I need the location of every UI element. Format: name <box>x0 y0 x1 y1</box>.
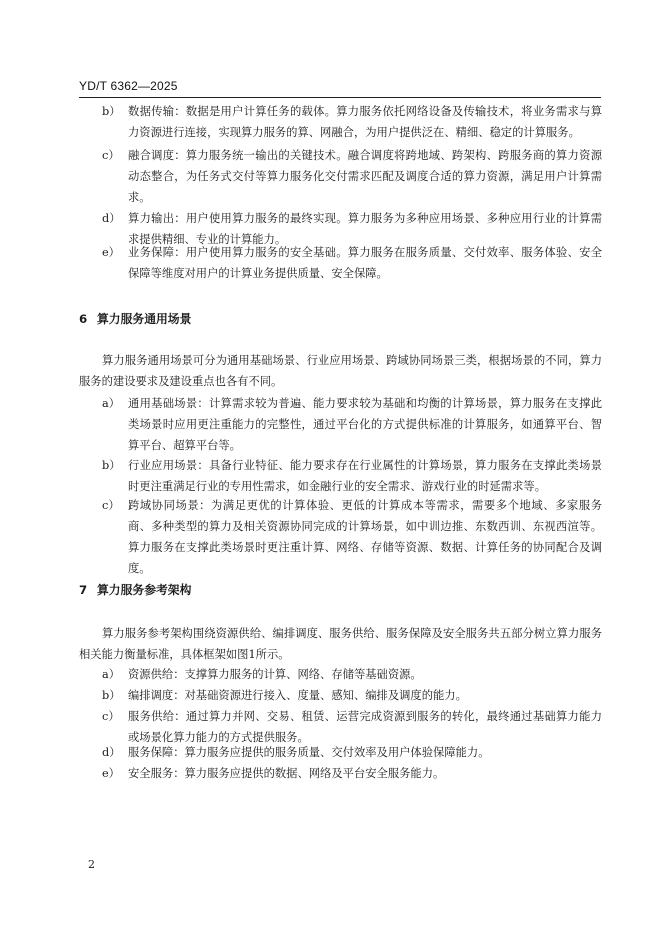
list-marker: e） <box>102 246 120 259</box>
list-item <box>102 393 602 456</box>
list-item-text: 服务供给：通过算力并网、交易、租赁、运营完成资源到服务的转化，最终通过基础算力能力或场景化算力能力的方式提供服务。 <box>128 710 602 744</box>
header-rule <box>79 97 601 98</box>
section-6-intro: 算力服务通用场景可分为通用基础场景、行业应用场景、跨域协同场景三类，根据场景的不同，算力服务的建设要求及建设重点也各有不同。 <box>79 354 602 388</box>
list-marker: e） <box>102 767 120 780</box>
section-title: 算力服务通用场景 <box>97 312 192 326</box>
list-marker: d） <box>102 212 121 225</box>
list-item <box>102 242 602 284</box>
list-item <box>102 664 602 685</box>
list-item <box>102 495 602 579</box>
list-marker: c） <box>102 499 120 512</box>
section-7-heading <box>79 581 191 598</box>
page-number: 2 <box>88 858 95 871</box>
list-item <box>102 101 602 143</box>
list-item-text: 服务保障：算力服务应提供的服务质量、交付效率及用户体验保障能力。 <box>128 746 490 759</box>
section-number: 7 <box>79 583 88 597</box>
list-marker: b） <box>102 105 121 118</box>
list-item <box>102 685 602 706</box>
list-marker: c） <box>102 710 120 723</box>
list-item-text: 业务保障：用户使用算力服务的安全基础。算力服务在服务质量、交付效率、服务体验、安全保障等维度对用户的计算业务提供质量、安全保障。 <box>128 246 602 280</box>
list-item-text: 编排调度：对基础资源进行接入、度量、感知、编排及调度的能力。 <box>128 689 467 702</box>
list-item <box>102 742 602 763</box>
list-item-text: 通用基础场景：计算需求较为普遍、能力要求较为基础和均衡的计算场景，算力服务在支撑此类场景时应用更注重能力的完整性，通过平台化的方式提供标准的计算服务，如通算平台、智算平台、超算平台等。 <box>128 397 602 452</box>
list-marker: b） <box>102 459 121 472</box>
section-title: 算力服务参考架构 <box>97 583 192 597</box>
list-item-text: 融合调度：算力服务统一输出的关键技术。融合调度将跨地域、跨架构、跨服务商的算力资源动态整合，为任务式交付等算力服务化交付需求匹配及调度合适的算力资源，满足用户计算需求。 <box>128 149 602 204</box>
list-marker: a） <box>102 397 121 410</box>
section-6-heading <box>79 310 191 327</box>
list-item-text: 数据传输：数据是用户计算任务的载体。算力服务依托网络设备及传输技术，将业务需求与算力资源进行连接，实现算力服务的算、网融合，为用户提供泛在、精细、稳定的计算服务。 <box>128 105 602 139</box>
list-item-text: 算力输出：用户使用算力服务的最终实现。算力服务为多种应用场景、多种应用行业的计算需求提供精细、专业的计算能力。 <box>128 212 602 246</box>
list-item-text: 资源供给：支撑算力服务的计算、网络、存储等基础资源。 <box>128 668 422 681</box>
list-marker: b） <box>102 689 121 702</box>
list-item <box>102 145 602 208</box>
list-item <box>102 763 602 784</box>
section-7-intro: 算力服务参考架构围绕资源供给、编排调度、服务供给、服务保障及安全服务共五部分树立算力服务相关能力衡量标准，具体框架如图1所示。 <box>79 627 602 661</box>
list-item-text: 行业应用场景：具备行业特征、能力要求存在行业属性的计算场景，算力服务在支撑此类场景时更注重满足行业的专用性需求，如金融行业的安全需求、游戏行业的时延需求等。 <box>128 459 602 493</box>
list-marker: d） <box>102 746 121 759</box>
document-id: YD/T 6362—2025 <box>79 79 178 93</box>
list-item <box>102 455 602 497</box>
list-marker: c） <box>102 149 120 162</box>
section-number: 6 <box>79 312 88 326</box>
list-item-text: 安全服务：算力服务应提供的数据、网络及平台安全服务能力。 <box>128 767 445 780</box>
list-item-text: 跨域协同场景：为满足更优的计算体验、更低的计算成本等需求，需要多个地域、多家服务商、多种类型的算力及相关资源协同完成的计算场景，如中训边推、东数西训、东视西渲等。算力服务在支撑此类场景时更注重计算、网络、存储等资源、数据、计算任务的协同配合及调度。 <box>128 499 602 575</box>
list-marker: a） <box>102 668 121 681</box>
